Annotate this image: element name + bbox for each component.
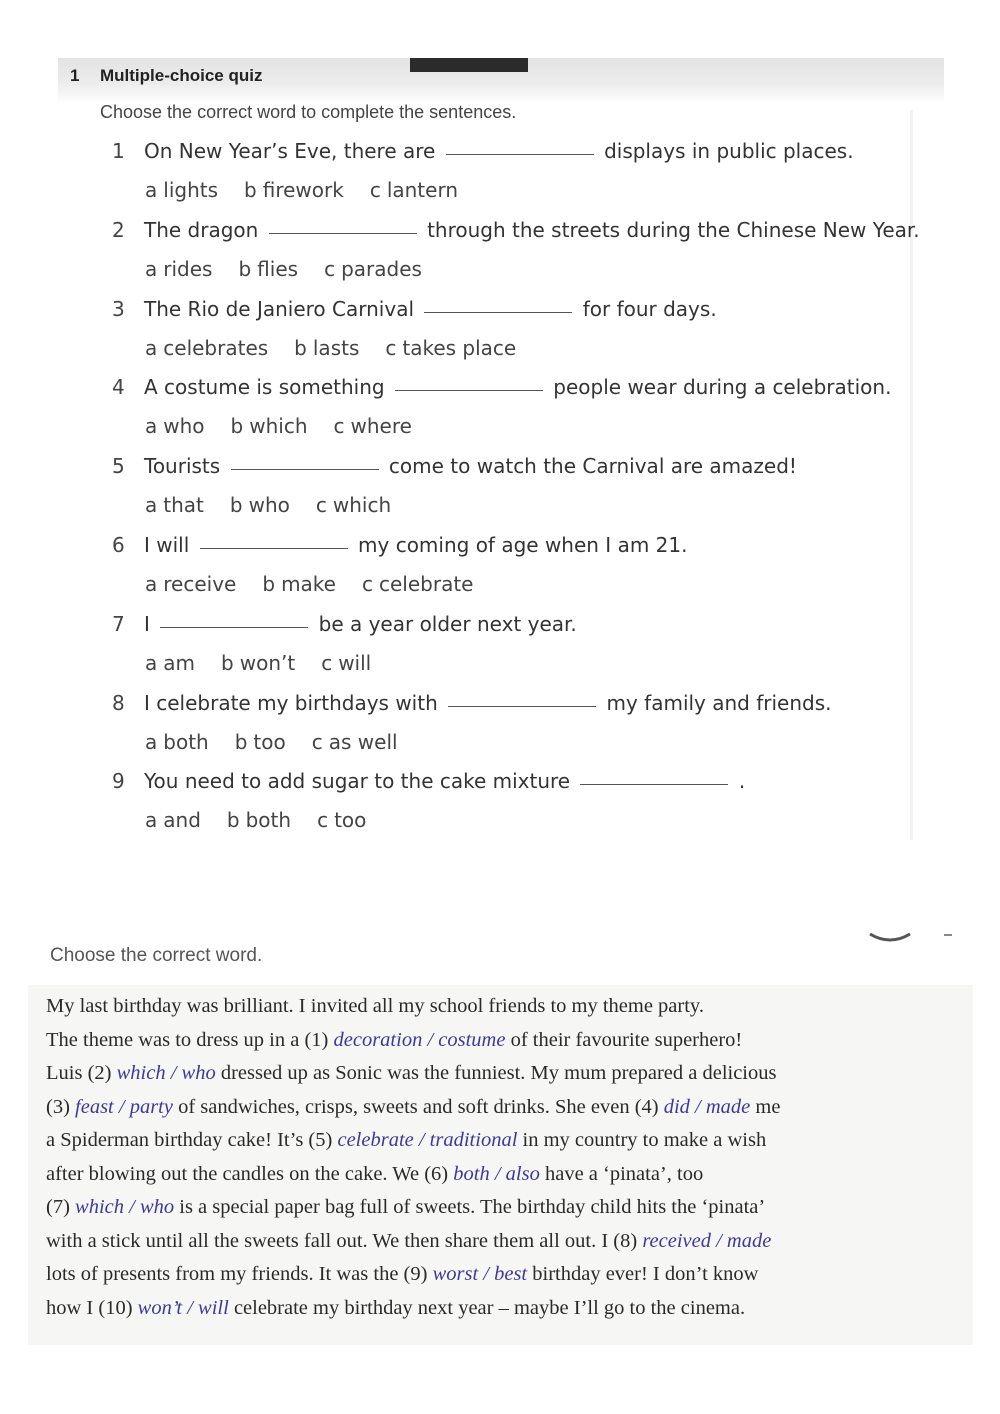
answer-blank[interactable]	[446, 153, 594, 155]
passage-text	[46, 995, 946, 1330]
options-8	[145, 730, 424, 754]
question-number: 3	[112, 296, 125, 321]
option-text: who	[163, 414, 205, 439]
passage-text-segment: dressed up as Sonic was the funniest. My mum prepared a delicious	[215, 1062, 777, 1084]
option-letter: b	[244, 178, 257, 202]
question-number: 4	[112, 375, 125, 400]
option-c[interactable]	[312, 730, 398, 754]
passage-text-segment: My last birthday was brilliant. I invited all my school friends to my theme party.	[46, 995, 704, 1017]
passage-text-segment: of their favourite superhero!	[505, 1028, 743, 1051]
option-a[interactable]	[145, 730, 209, 754]
option-letter: b	[226, 808, 240, 833]
question-4	[112, 375, 891, 399]
option-a[interactable]	[145, 178, 218, 202]
option-text: and	[163, 808, 201, 833]
word-choice[interactable]: won’t / will	[137, 1296, 229, 1319]
passage-text-segment: is a special paper bag full of sweets. The birthday child hits the ‘pinata’	[174, 1196, 766, 1218]
answer-blank[interactable]	[580, 783, 728, 785]
question-text-before: On New Year’s Eve, there are	[144, 139, 436, 163]
option-text: lantern	[386, 178, 458, 202]
option-letter: a	[145, 493, 158, 518]
passage-line	[46, 1263, 946, 1297]
dash-mark	[944, 934, 952, 936]
option-letter: a	[145, 256, 158, 281]
answer-blank[interactable]	[160, 626, 308, 628]
question-9	[112, 769, 745, 793]
option-a[interactable]	[145, 257, 212, 281]
passage-text-segment: after blowing out the candles on the cake. We (6)	[46, 1162, 454, 1185]
option-letter: a	[145, 729, 158, 754]
checkmark-icon	[868, 930, 912, 944]
question-number: 9	[112, 769, 125, 794]
passage-text-segment: The theme was to dress up in a (1)	[46, 1028, 334, 1051]
option-letter: c	[385, 335, 397, 360]
question-number: 2	[112, 217, 125, 242]
passage-line	[46, 1230, 946, 1264]
option-b[interactable]	[231, 414, 308, 438]
option-b[interactable]	[221, 651, 295, 675]
question-text-after: my family and friends.	[606, 690, 832, 715]
option-letter: b	[230, 414, 244, 439]
option-text: lasts	[312, 335, 360, 360]
option-text: make	[281, 572, 336, 596]
question-1	[112, 139, 854, 163]
word-choice[interactable]: which / who	[75, 1196, 175, 1218]
passage-text-segment: celebrate my birthday next year – maybe I’ll go to the cinema.	[228, 1296, 746, 1319]
option-b[interactable]	[262, 572, 336, 596]
option-b[interactable]	[227, 808, 291, 832]
option-text: both	[163, 729, 209, 754]
header-tab-marker	[410, 58, 528, 72]
option-c[interactable]	[334, 414, 412, 438]
question-number: 1	[112, 139, 125, 163]
option-b[interactable]	[238, 257, 298, 281]
question-number: 6	[112, 533, 125, 557]
question-text-before: I	[144, 611, 150, 636]
option-text: will	[338, 650, 372, 675]
options-3	[145, 336, 542, 360]
question-text-after: come to watch the Carnival are amazed!	[388, 454, 797, 479]
answer-blank[interactable]	[448, 705, 596, 707]
option-a[interactable]	[145, 493, 204, 517]
option-text: celebrate	[378, 572, 474, 596]
option-text: as well	[328, 729, 398, 754]
option-letter: a	[145, 572, 158, 596]
section-instruction: Choose the correct word to complete the sentences.	[100, 102, 517, 122]
question-text-after: displays in public places.	[604, 139, 854, 163]
question-text-after: people wear during a celebration.	[553, 375, 892, 400]
passage-text-segment: of sandwiches, crisps, sweets and soft drinks. She even (4)	[172, 1095, 664, 1118]
option-text: parades	[341, 256, 422, 281]
option-letter: c	[369, 178, 381, 202]
options-9	[145, 808, 392, 832]
question-text-after: be a year older next year.	[318, 611, 577, 636]
option-text: rides	[163, 256, 213, 281]
option-text: am	[163, 650, 196, 675]
option-letter: c	[324, 256, 336, 281]
option-letter: a	[145, 414, 158, 439]
option-letter: c	[317, 808, 329, 833]
question-number: 8	[112, 690, 125, 715]
question-text-before: You need to add sugar to the cake mixture	[144, 769, 571, 794]
question-3	[112, 297, 717, 321]
option-b[interactable]	[294, 336, 359, 360]
option-text: takes place	[402, 335, 517, 360]
question-5	[112, 454, 797, 478]
option-text: too	[253, 729, 286, 754]
word-choice[interactable]: which / who	[116, 1062, 216, 1084]
word-choice[interactable]: celebrate / traditional	[337, 1129, 518, 1151]
question-text-after: through the streets during the Chinese New Year.	[427, 217, 920, 242]
option-text: who	[248, 493, 290, 518]
option-letter: b	[229, 493, 243, 518]
passage-line	[46, 1297, 946, 1331]
question-text-before: Tourists	[144, 454, 221, 479]
option-c[interactable]	[385, 336, 516, 360]
option-letter: b	[221, 650, 234, 675]
option-c[interactable]	[370, 178, 458, 202]
passage-text-segment: a Spiderman birthday cake! It’s (5)	[46, 1129, 338, 1151]
option-letter: b	[262, 572, 276, 596]
word-choice[interactable]: decoration / costume	[333, 1028, 506, 1051]
option-letter: c	[311, 729, 323, 754]
question-2	[112, 218, 920, 242]
answer-blank[interactable]	[200, 547, 348, 549]
passage-text-segment: with a stick until all the sweets fall out. We then share them all out. I (8)	[46, 1229, 643, 1252]
option-letter: c	[315, 493, 327, 518]
question-number: 5	[112, 454, 125, 479]
question-7	[112, 612, 577, 636]
option-text: lights	[163, 178, 219, 202]
option-text: that	[163, 493, 204, 518]
option-letter: b	[294, 335, 307, 360]
word-choice[interactable]: feast / party	[75, 1095, 173, 1118]
section-title: Multiple-choice quiz	[100, 66, 263, 85]
question-text-after: my coming of age when I am 21.	[358, 533, 688, 557]
word-choice[interactable]: worst / best	[432, 1263, 528, 1285]
answer-blank[interactable]	[231, 468, 379, 470]
passage-line	[46, 1129, 946, 1163]
option-b[interactable]	[230, 493, 290, 517]
passage-line	[46, 1029, 946, 1063]
option-c[interactable]	[362, 572, 473, 596]
option-b[interactable]	[235, 730, 286, 754]
passage-line	[46, 1163, 946, 1197]
passage-text-segment: (7)	[46, 1196, 76, 1218]
option-letter: a	[145, 335, 158, 360]
passage-text-segment: how I (10)	[46, 1296, 138, 1319]
question-number: 7	[112, 611, 125, 636]
question-6	[112, 533, 687, 557]
option-letter: a	[145, 650, 158, 675]
option-letter: c	[321, 650, 333, 675]
option-a[interactable]	[145, 651, 195, 675]
option-letter: a	[145, 808, 158, 833]
option-text: won’t	[239, 650, 296, 675]
option-text: firework	[262, 178, 344, 202]
option-a[interactable]	[145, 414, 205, 438]
question-text-after: .	[738, 769, 746, 794]
option-letter: b	[234, 729, 248, 754]
options-7	[145, 651, 397, 675]
passage-text-segment: birthday ever! I don’t know	[527, 1263, 759, 1285]
answer-blank[interactable]	[424, 311, 572, 313]
question-text-before: I celebrate my birthdays with	[144, 690, 438, 715]
option-letter: c	[333, 414, 345, 439]
section-number: 1	[70, 66, 80, 85]
passage-text-segment: lots of presents from my friends. It was the (9)	[46, 1263, 433, 1285]
option-text: celebrates	[163, 335, 269, 360]
word-choice[interactable]: received / made	[642, 1229, 772, 1252]
question-text-before: The dragon	[144, 217, 259, 242]
passage-text-segment: (3)	[46, 1095, 76, 1118]
passage-instruction: Choose the correct word.	[50, 945, 263, 966]
passage-text-segment: Luis (2)	[46, 1062, 117, 1084]
question-text-before: The Rio de Janiero Carnival	[144, 296, 414, 321]
option-text: too	[334, 808, 367, 833]
option-a[interactable]	[145, 336, 268, 360]
question-text-before: I will	[144, 533, 190, 557]
question-text-before: A costume is something	[144, 375, 385, 400]
answer-blank[interactable]	[395, 389, 543, 391]
options-5	[145, 493, 417, 517]
option-text: flies	[257, 256, 299, 281]
option-c[interactable]	[321, 651, 371, 675]
passage-text-segment: me	[750, 1095, 781, 1118]
option-a[interactable]	[145, 808, 201, 832]
passage-text-segment: have a ‘pinata’, too	[539, 1162, 704, 1185]
options-4	[145, 414, 438, 438]
passage-line	[46, 995, 946, 1029]
options-1	[145, 178, 484, 202]
option-b[interactable]	[244, 178, 344, 202]
option-letter: b	[238, 256, 252, 281]
word-choice[interactable]: did / made	[663, 1095, 751, 1118]
passage-line	[46, 1196, 946, 1230]
question-text-after: for four days.	[582, 296, 717, 321]
passage-line	[46, 1096, 946, 1130]
option-a[interactable]	[145, 572, 236, 596]
option-c[interactable]	[317, 808, 366, 832]
passage-text-segment: in my country to make a wish	[517, 1129, 767, 1151]
option-letter: c	[361, 572, 373, 596]
option-letter: a	[145, 178, 158, 202]
options-6	[145, 572, 499, 596]
option-text: which	[332, 493, 392, 518]
option-text: which	[249, 414, 308, 439]
option-text: where	[350, 414, 412, 439]
option-c[interactable]	[324, 257, 422, 281]
option-text: receive	[163, 572, 237, 596]
passage-line	[46, 1062, 946, 1096]
answer-blank[interactable]	[269, 232, 417, 234]
option-text: both	[245, 808, 292, 833]
word-choice[interactable]: both / also	[453, 1162, 540, 1185]
question-8	[112, 691, 832, 715]
options-2	[145, 257, 448, 281]
option-c[interactable]	[316, 493, 391, 517]
